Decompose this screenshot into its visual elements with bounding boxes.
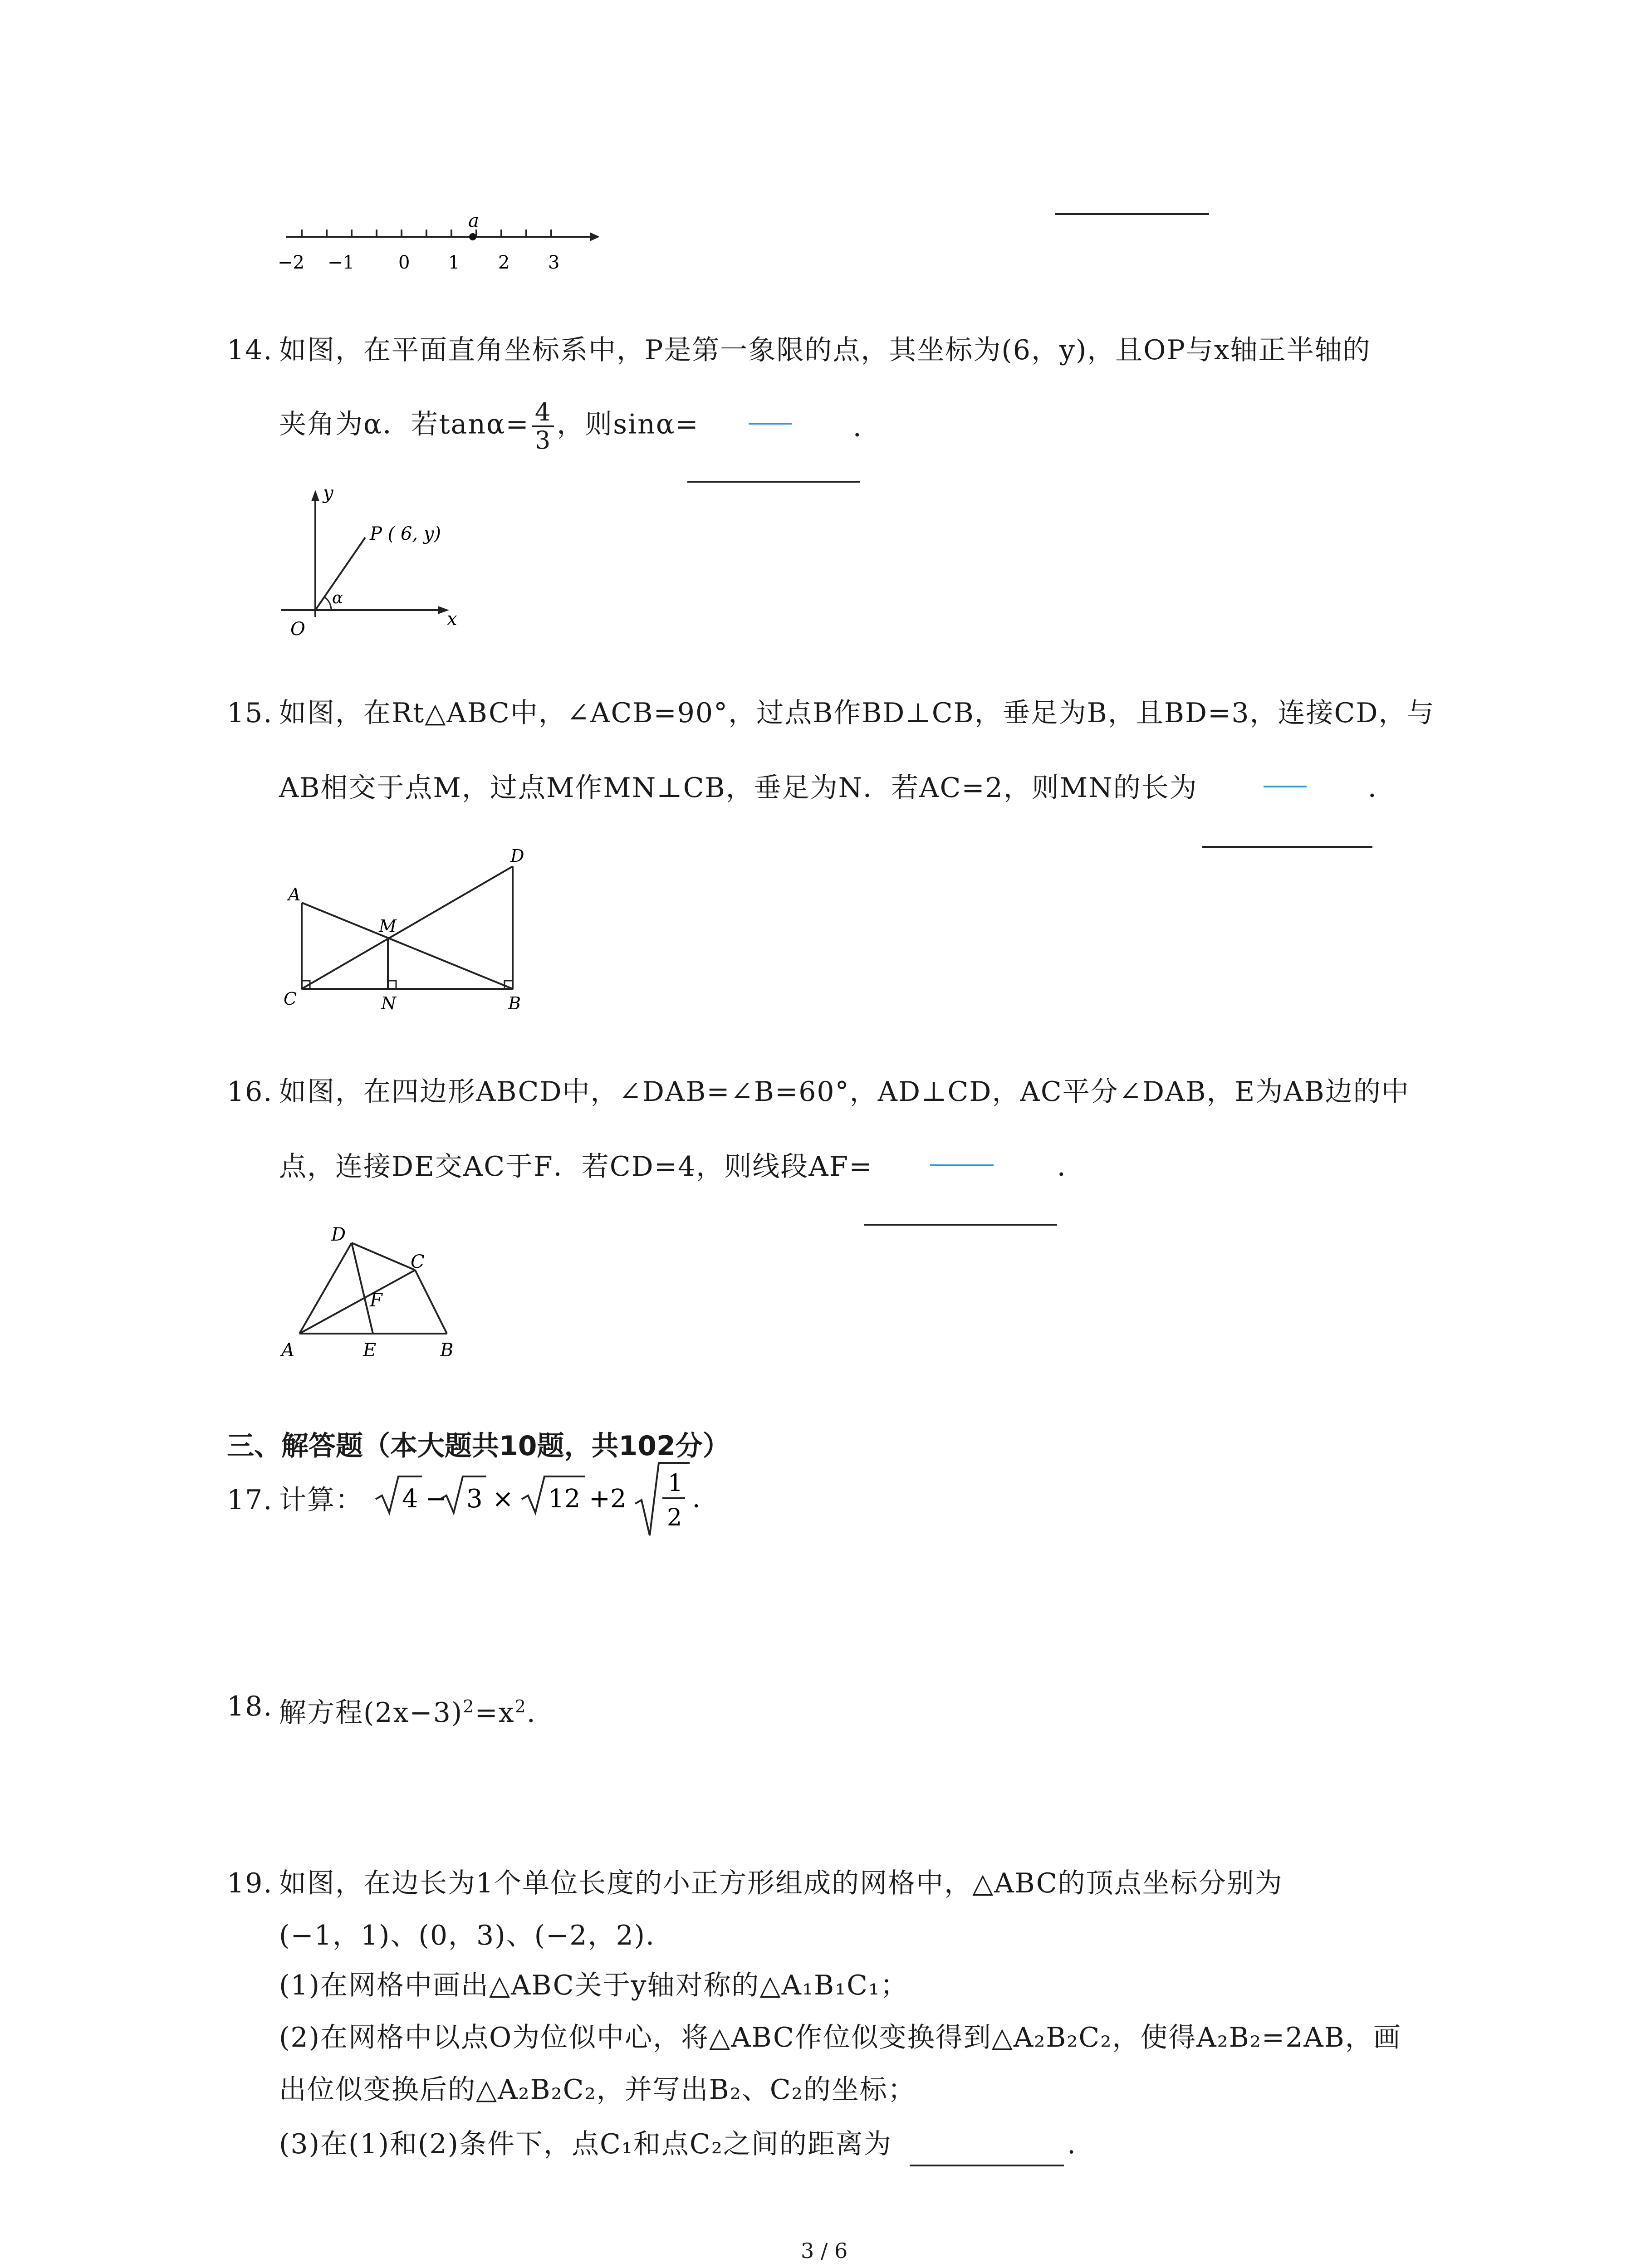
q18-equation <box>279 1687 536 1732</box>
label-m: M <box>379 916 397 936</box>
segment-de <box>352 1243 373 1334</box>
alpha-label: α <box>332 589 343 607</box>
segment-ab <box>302 903 513 989</box>
point-a <box>469 233 476 240</box>
times-sign: × <box>492 1484 514 1514</box>
q19-period: . <box>1067 2128 1077 2160</box>
q18-exponent-2: 2 <box>514 1696 527 1716</box>
angle-alpha-arc <box>324 597 331 610</box>
minus-sign: − <box>426 1484 447 1514</box>
q14-period: ． <box>853 411 881 443</box>
q16-period: ． <box>1057 1151 1085 1183</box>
answer-dash-16 <box>930 1164 994 1166</box>
radicand-3: 3 <box>466 1484 483 1514</box>
x-label: x <box>447 609 457 630</box>
fraction-numerator: 4 <box>532 399 554 427</box>
q15-line2: AB相交于点M，过点M作MN⊥CB，垂足为N．若AC=2，则MN的长为 <box>279 772 1198 804</box>
answer-blank-16 <box>864 1224 1057 1226</box>
y-label: y <box>323 483 333 503</box>
right-angle-n <box>388 981 396 989</box>
page-number: 3 / 6 <box>801 2239 848 2263</box>
number-line-figure <box>272 209 599 281</box>
q17-expression <box>372 1458 744 1549</box>
q14-number: 14. <box>227 334 273 366</box>
label-f: F <box>370 1290 382 1311</box>
tick-label: 0 <box>398 252 410 273</box>
q19-line4: (2)在网格中以点O为位似中心，将△ABC作位似变换得到△A₂B₂C₂，使得A₂B₂=2AB，画 <box>279 2022 1401 2053</box>
radicand-12: 12 <box>548 1484 581 1514</box>
label-b: B <box>440 1340 454 1361</box>
q18-text-b: =x <box>475 1697 515 1729</box>
tick-label: −2 <box>278 252 304 273</box>
tick-label: 2 <box>498 252 510 273</box>
q16-number: 16. <box>227 1076 273 1108</box>
label-n: N <box>381 993 397 1013</box>
tick-label: 1 <box>448 252 460 273</box>
q18-period: . <box>526 1697 536 1729</box>
answer-blank-13 <box>1055 213 1209 215</box>
number-line-arrow <box>590 232 599 241</box>
label-c: C <box>411 1251 425 1272</box>
answer-blank-15 <box>1202 846 1372 848</box>
answer-dash-14 <box>749 423 792 425</box>
q16-line1: 如图，在四边形ABCD中，∠DAB=∠B=60°，AD⊥CD，AC平分∠DAB，E为AB边的中 <box>279 1076 1410 1108</box>
radicand-4: 4 <box>402 1484 418 1514</box>
q14-figure <box>272 481 472 644</box>
segment-cd <box>302 866 513 989</box>
q19-line5: 出位似变换后的△A₂B₂C₂，并写出B₂、C₂的坐标； <box>279 2074 916 2106</box>
label-d: D <box>510 846 524 866</box>
label-a: A <box>288 885 301 904</box>
label-a: A <box>281 1340 294 1361</box>
q15-period: ． <box>1368 772 1396 804</box>
q14-text-b: ，则sinα= <box>557 408 699 440</box>
q14-line1: 如图，在平面直角坐标系中，P是第一象限的点，其坐标为(6，y)，且OP与x轴正半轴的 <box>279 334 1371 366</box>
label-e: E <box>363 1340 377 1361</box>
plus-two: +2 <box>589 1484 627 1514</box>
label-c: C <box>284 989 297 1009</box>
point-a-label: a <box>468 210 479 231</box>
label-d: D <box>331 1224 346 1245</box>
label-b: B <box>508 993 521 1013</box>
fraction-denominator: 2 <box>667 1504 682 1531</box>
q17-number: 17. <box>227 1484 273 1516</box>
q14-fraction <box>532 399 554 454</box>
q14-text-a: 夹角为α．若tanα= <box>279 408 529 440</box>
point-p-label: P ( 6, y) <box>370 523 441 544</box>
q19-line3: (1)在网格中画出△ABC关于y轴对称的△A₁B₁C₁； <box>279 1970 909 2001</box>
q14-line2 <box>279 399 699 454</box>
segment-cb <box>415 1270 447 1334</box>
q18-number: 18. <box>227 1691 273 1722</box>
fraction-denominator: 3 <box>534 426 552 455</box>
q19-line1: 如图，在边长为1个单位长度的小正方形组成的网格中，△ABC的顶点坐标分别为 <box>279 1867 1283 1899</box>
fraction-numerator: 1 <box>668 1470 683 1497</box>
q15-number: 15. <box>227 697 273 729</box>
q17-label: 计算： <box>279 1484 363 1516</box>
segment-dc <box>352 1243 415 1270</box>
section-3-heading: 三、解答题（本大题共10题，共102分） <box>227 1430 730 1462</box>
tick-label: 3 <box>548 252 560 273</box>
origin-label: O <box>290 619 305 640</box>
answer-blank-19 <box>910 2165 1064 2166</box>
q15-figure <box>272 844 554 1025</box>
y-axis-arrow <box>311 490 319 501</box>
q17-period: ． <box>692 1484 718 1514</box>
q15-line1: 如图，在Rt△ABC中，∠ACB=90°，过点B作BD⊥CB，垂足为B，且BD=3，连接CD，与 <box>279 697 1435 729</box>
answer-dash-15 <box>1264 786 1307 787</box>
q16-figure <box>272 1220 481 1374</box>
q16-line2: 点，连接DE交AC于F．若CD=4，则线段AF= <box>279 1151 873 1183</box>
q19-line2: (−1，1)、(0，3)、(−2，2). <box>279 1920 656 1951</box>
q18-text-a: 解方程(2x−3) <box>279 1697 463 1729</box>
q19-line6: (3)在(1)和(2)条件下，点C₁和点C₂之间的距离为 <box>279 2128 892 2160</box>
q18-exponent-1: 2 <box>463 1696 475 1716</box>
answer-blank-14 <box>687 481 860 483</box>
tick-label: −1 <box>328 252 354 273</box>
q19-number: 19. <box>227 1867 273 1899</box>
